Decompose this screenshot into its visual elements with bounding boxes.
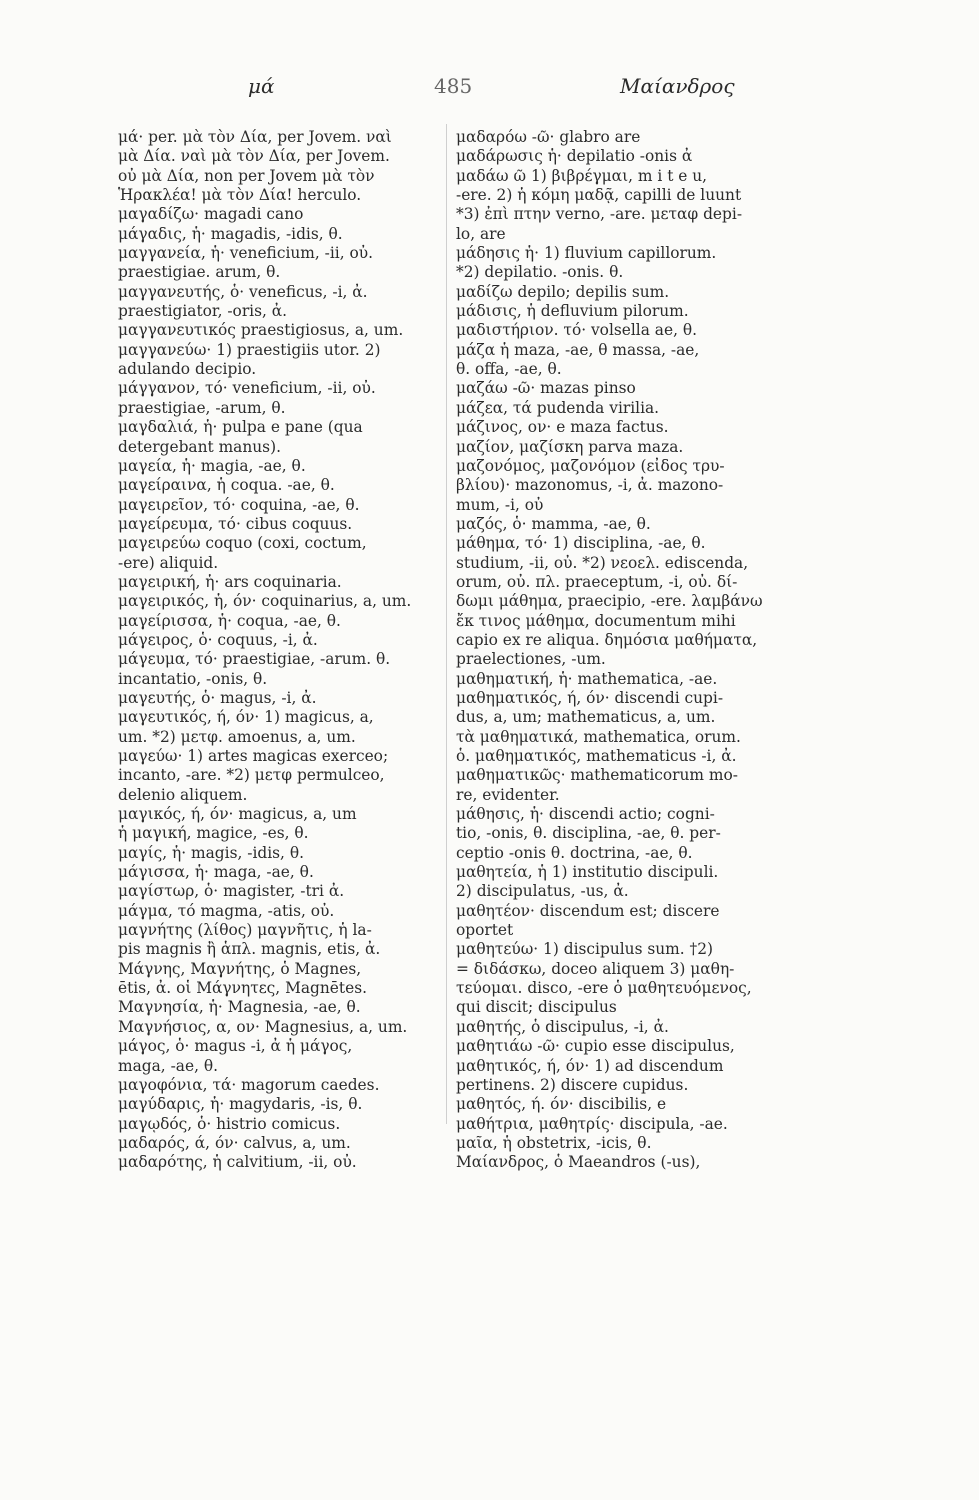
entry-line: μάζεα, τά pudenda virilia. — [456, 398, 660, 417]
entry-line: μαγείρισσα, ἡ· coqua, -ae, θ. — [118, 611, 341, 630]
entry-line: δωμι μάθημα, praecipio, -ere. λαμβάνω — [456, 592, 763, 611]
entry-line: μάζα ἡ maza, -ae, θ massa, -ae, — [456, 340, 700, 359]
entry-line: um. *2) μετφ. amoenus, a, um. — [118, 727, 356, 746]
entry-line: μάδησις ἡ· 1) fluvium capillorum. — [456, 244, 717, 263]
entry-line: μαγγανευτικός praestigiosus, a, um. — [118, 321, 404, 340]
entry-line: μαγειρικός, ἡ, όν· coquinarius, a, um. — [118, 592, 412, 611]
entry-line: βλίου)· mazonomus, -i, ἀ. mazono- — [456, 476, 724, 495]
entry-line: praelectiones, -um. — [456, 650, 606, 669]
entry-line: μαζάω -ῶ· mazas pinso — [456, 379, 636, 398]
entry-line: μαγειρεύω coquo (coxi, coctum, — [118, 534, 367, 553]
entry-line: μάγγανον, τό· veneficium, -ii, οὐ. — [118, 379, 376, 398]
entry-line: qui discit; discipulus — [456, 998, 617, 1017]
entry-line: μαδάρωσις ἡ· depilatio -onis ἀ — [456, 147, 693, 166]
entry-line: Μάγνης, Μαγνήτης, ὁ Magnes, — [118, 959, 362, 978]
header-left-guideword: μά — [248, 74, 275, 98]
entry-line: oportet — [456, 921, 514, 940]
entry-line: μαγεία, ἡ· magia, -ae, θ. — [118, 456, 306, 475]
entry-line: ἔκ τινος μάθημα, documentum mihi — [456, 611, 736, 630]
entry-line: μαθηματικός, ή, όν· discendi cupi- — [456, 688, 724, 707]
entry-line: praestigiae. arum, θ. — [118, 263, 281, 282]
entry-line: ἡ μαγική, magice, -es, θ. — [118, 824, 309, 843]
left-column — [118, 128, 436, 1173]
entry-line: μάδισις, ἡ defluvium pilorum. — [456, 302, 689, 321]
entry-line: μαθηματική, ἡ· mathematica, -ae. — [456, 669, 718, 688]
entry-line: μαγείραινα, ἡ coqua. -ae, θ. — [118, 476, 335, 495]
entry-line: μαγεύω· 1) artes magicas exerceo; — [118, 747, 389, 765]
entry-line: μαγῳδός, ὁ· histrio comicus. — [118, 1114, 341, 1133]
entry-line: μαθητιάω -ῶ· cupio esse discipulus, — [456, 1037, 735, 1056]
entry-line: μαγικός, ή, όν· magicus, a, um — [118, 805, 357, 824]
entry-line: μαῖα, ἡ obstetrix, -icis, θ. — [456, 1133, 652, 1152]
entry-line: delenio aliquem. — [118, 785, 248, 804]
entry-line: μαδίζω depilo; depilis sum. — [456, 282, 670, 301]
entry-line: μαζίον, μαζίσκη parva maza. — [456, 437, 684, 456]
entry-line: τὰ μαθηματικά, mathematica, orum. — [456, 727, 741, 746]
entry-line: μαγείρευμα, τό· cibus coquus. — [118, 514, 353, 533]
right-column — [456, 128, 858, 1173]
entry-line: μαγγανευτής, ὁ· veneficus, -i, ἀ. — [118, 282, 368, 301]
entry-line: θ. offa, -ae, θ. — [456, 360, 562, 379]
entry-line: μαγγανεύω· 1) praestigiis utor. 2) — [118, 340, 381, 359]
entry-line: τεύομαι. disco, -ere ὁ μαθητευόμενος, — [456, 979, 752, 998]
entry-line: μάζινος, ον· e maza factus. — [456, 418, 669, 437]
entry-line: μά· per. μὰ τὸν Δία, per Jovem. ναὶ — [118, 128, 392, 146]
entry-line: μάθησις, ἡ· discendi actio; cogni- — [456, 805, 715, 824]
entry-line: μαθητής, ὁ discipulus, -i, ἀ. — [456, 1017, 669, 1036]
entry-line: Μαγνήσιος, α, ον· Magnesius, a, um. — [118, 1017, 408, 1036]
entry-line: Μαίανδρος, ὁ Maeandros (-us), — [456, 1153, 701, 1172]
entry-line: praestigiator, -oris, ἀ. — [118, 302, 288, 321]
entry-line: orum, οὐ. πλ. praeceptum, -i, οὐ. δί- — [456, 572, 738, 591]
entry-line: capio ex re aliqua. δημόσια μαθήματα, — [456, 630, 758, 649]
entry-line: mum, -i, οὐ — [456, 495, 544, 514]
entry-line: μαγνήτης (λίθος) μαγνῆτις, ἡ la- — [118, 921, 372, 940]
entry-line: μαγίστωρ, ὁ· magister, -tri ἀ. — [118, 882, 345, 901]
entry-line: μαγγανεία, ἡ· veneficium, -ii, οὐ. — [118, 244, 373, 263]
entry-line: μαγευτικός, ή, όν· 1) magicus, a, — [118, 708, 374, 727]
entry-line: tio, -onis, θ. disciplina, -ae, θ. per- — [456, 824, 721, 843]
header-right-guideword: Μαίανδρος — [620, 74, 735, 98]
entry-line: μαγαδίζω· magadi cano — [118, 205, 304, 224]
entry-line: μαγευτής, ὁ· magus, -i, ἀ. — [118, 688, 317, 707]
entry-line: μαγειρεῖον, τό· coquina, -ae, θ. — [118, 495, 360, 514]
entry-line: 2) discipulatus, -us, ἀ. — [456, 882, 629, 901]
entry-line: ὁ. μαθηματικός, mathematicus -i, ἀ. — [456, 747, 737, 765]
entry-line: μαδαρότης, ἡ calvitium, -ii, οὐ. — [118, 1153, 357, 1172]
entry-line: ceptio -onis θ. doctrina, -ae, θ. — [456, 843, 693, 862]
entry-line: μαγύδαρις, ἡ· magydaris, -is, θ. — [118, 1095, 363, 1114]
entry-line: maga, -ae, θ. — [118, 1056, 219, 1075]
entry-line: ētis, ἀ. οἱ Μάγνητες, Magnētes. — [118, 979, 367, 998]
entry-line: μαθητός, ή. όν· discibilis, e — [456, 1095, 667, 1114]
entry-line: = διδάσκω, doceo aliquem 3) μαθη- — [456, 959, 735, 978]
column-divider — [446, 124, 447, 1124]
entry-line: μάγμα, τό magma, -atis, οὐ. — [118, 901, 335, 920]
entry-line: μαδαρόω -ῶ· glabro are — [456, 128, 641, 146]
entry-line: -ere) aliquid. — [118, 553, 219, 572]
entry-line: μάγος, ὁ· magus -i, ἀ ἡ μάγος, — [118, 1037, 353, 1056]
entry-line: μάγειρος, ὁ· coquus, -i, ἀ. — [118, 630, 318, 649]
entry-line: οὐ μὰ Δία, non per Jovem μὰ τὸν — [118, 166, 375, 185]
entry-line: μαθητεύω· 1) discipulus sum. †2) — [456, 940, 714, 959]
entry-line: μαθητικός, ή, όν· 1) ad discendum — [456, 1056, 724, 1075]
entry-line: μαδαρός, ά, όν· calvus, a, um. — [118, 1133, 351, 1152]
entry-line: pis magnis ἢ ἁπλ. magnis, etis, ἀ. — [118, 940, 381, 959]
entry-line: μαζός, ὁ· mamma, -ae, θ. — [456, 514, 651, 533]
entry-line: μὰ Δία. ναὶ μὰ τὸν Δία, per Jovem. — [118, 147, 390, 166]
entry-line: μαδάω ῶ 1) βιβρέγμαι, m i t e u, — [456, 166, 708, 185]
entry-line: μαγοφόνια, τά· magorum caedes. — [118, 1075, 380, 1094]
entry-line: lo, are — [456, 224, 506, 243]
running-header — [0, 74, 979, 104]
entry-line: μάγευμα, τό· praestigiae, -arum. θ. — [118, 650, 391, 669]
entry-line: studium, -ii, οὐ. *2) νεοελ. ediscenda, — [456, 553, 749, 572]
entry-line: dus, a, um; mathematicus, a, um. — [456, 708, 716, 727]
entry-line: Ἡρακλέα! μὰ τὸν Δία! herculo. — [118, 186, 362, 205]
entry-line: adulando decipio. — [118, 360, 257, 379]
entry-line: Μαγνησία, ἡ· Magnesia, -ae, θ. — [118, 998, 361, 1017]
entry-line: detergebant manus). — [118, 437, 281, 456]
entry-line: incanto, -are. *2) μετφ permulceo, — [118, 766, 385, 785]
entry-line: μάθημα, τό· 1) disciplina, -ae, θ. — [456, 534, 706, 553]
entry-line: *3) ἐπὶ πτην verno, -are. μεταφ depi- — [456, 205, 743, 224]
entry-line: μαγδαλιά, ἡ· pulpa e pane (qua — [118, 418, 363, 437]
entry-line: praestigiae, -arum, θ. — [118, 398, 286, 417]
entry-line: μαγίς, ἡ· magis, -idis, θ. — [118, 843, 305, 862]
entry-line: pertinens. 2) discere cupidus. — [456, 1075, 689, 1094]
entry-line: μαθητέον· discendum est; discere — [456, 901, 720, 920]
entry-line: μάγαδις, ἡ· magadis, -idis, θ. — [118, 224, 343, 243]
entry-line: μαθηματικῶς· mathematicorum mo- — [456, 766, 738, 785]
entry-line: μαδιστήριον. τό· volsella ae, θ. — [456, 321, 698, 340]
entry-line: μαζονόμος, μαζονόμον (εἶδος τρυ- — [456, 456, 725, 475]
entry-line: re, evidenter. — [456, 785, 560, 804]
page-number: 485 — [434, 74, 473, 98]
entry-line: μαθήτρια, μαθητρίς· discipula, -ae. — [456, 1114, 728, 1133]
entry-line: incantatio, -onis, θ. — [118, 669, 268, 688]
entry-line: μαθητεία, ἡ 1) institutio discipuli. — [456, 863, 719, 882]
entry-line: -ere. 2) ἡ κόμη μαδᾷ, capilli de luunt — [456, 186, 742, 205]
entry-line: μαγειρική, ἡ· ars coquinaria. — [118, 572, 342, 591]
entry-line: μάγισσα, ἡ· maga, -ae, θ. — [118, 863, 314, 882]
entry-line: *2) depilatio. -onis. θ. — [456, 263, 624, 282]
